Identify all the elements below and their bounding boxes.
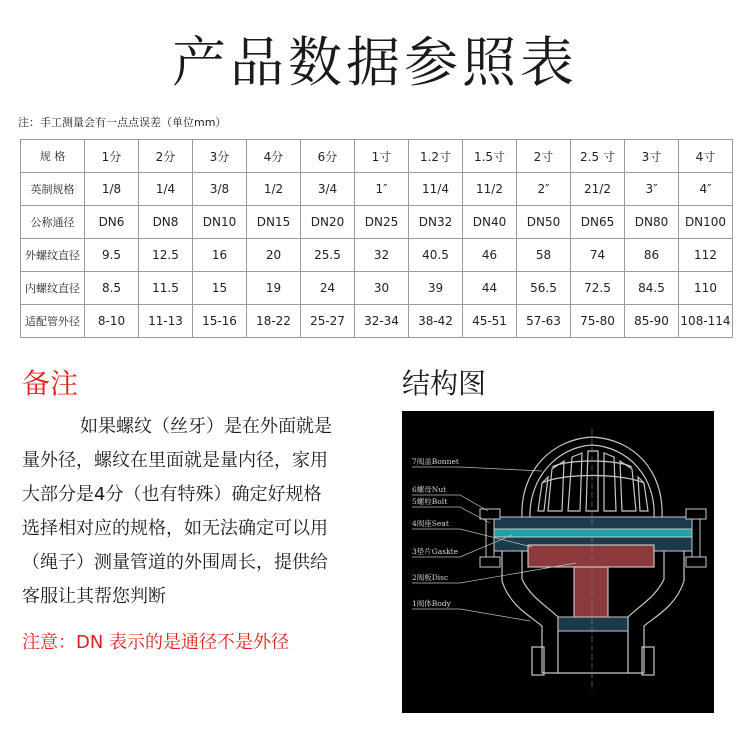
label-gasket: 3垫片Gaskte	[412, 547, 459, 556]
valve-drawing	[402, 411, 714, 713]
table-cell: 39	[409, 272, 463, 305]
dn-warning: 注意：DN 表示的是通径不是外径	[22, 632, 290, 653]
table-cell: 3/8	[193, 173, 247, 206]
table-cell: 11/4	[409, 173, 463, 206]
table-cell: 38-42	[409, 305, 463, 338]
remark-line: 如果螺纹（丝牙）是在外面就是	[80, 416, 332, 437]
table-cell: 4″	[679, 173, 733, 206]
table-cell: 3分	[193, 140, 247, 173]
table-cell: 85-90	[625, 305, 679, 338]
table-cell: 25-27	[301, 305, 355, 338]
table-cell: 84.5	[625, 272, 679, 305]
table-cell: 1寸	[355, 140, 409, 173]
table-cell: DN32	[409, 206, 463, 239]
table-cell: 74	[571, 239, 625, 272]
table-cell: 16	[193, 239, 247, 272]
part-labels	[412, 456, 459, 608]
remarks-text	[22, 410, 372, 614]
table-cell: 1″	[355, 173, 409, 206]
table-cell: 1.2寸	[409, 140, 463, 173]
table-cell: 12.5	[139, 239, 193, 272]
row-header: 内螺纹直径	[21, 272, 85, 305]
table-row	[21, 173, 733, 206]
seat	[558, 617, 628, 631]
table-cell: 4分	[247, 140, 301, 173]
row-header: 外螺纹直径	[21, 239, 85, 272]
table-cell: 1/4	[139, 173, 193, 206]
remark-line: （绳子）测量管道的外围周长，提供给	[22, 552, 328, 573]
remark-line: 量外径，螺纹在里面就是量内径，家用	[22, 450, 328, 471]
row-header: 规 格	[21, 140, 85, 173]
label-seat: 4阀座Seat	[412, 519, 449, 528]
table-cell: 56.5	[517, 272, 571, 305]
table-cell: 1分	[85, 140, 139, 173]
table-cell: 20	[247, 239, 301, 272]
table-cell: DN20	[301, 206, 355, 239]
row-header: 英制规格	[21, 173, 85, 206]
table-cell: 108-114	[679, 305, 733, 338]
table-cell: DN8	[139, 206, 193, 239]
table-row	[21, 140, 733, 173]
table-cell: 32	[355, 239, 409, 272]
table-cell: 18-22	[247, 305, 301, 338]
table-cell: 24	[301, 272, 355, 305]
table-cell: 4寸	[679, 140, 733, 173]
table-cell: 2″	[517, 173, 571, 206]
table-cell: DN25	[355, 206, 409, 239]
label-nut: 6螺母Nut	[412, 485, 447, 494]
table-cell: 44	[463, 272, 517, 305]
table-cell: DN50	[517, 206, 571, 239]
table-cell: 57-63	[517, 305, 571, 338]
table-cell: 3寸	[625, 140, 679, 173]
table-cell: 32-34	[355, 305, 409, 338]
table-cell: DN15	[247, 206, 301, 239]
spec-table	[20, 139, 733, 338]
label-disc: 2阀板Disc	[412, 573, 449, 582]
table-cell: 2分	[139, 140, 193, 173]
table-cell: 40.5	[409, 239, 463, 272]
table-cell: 6分	[301, 140, 355, 173]
table-cell: 9.5	[85, 239, 139, 272]
remark-line: 大部分是4分（也有特殊）确定好规格	[22, 484, 322, 505]
table-row	[21, 239, 733, 272]
label-bonnet: 7阀盖Bonnet	[412, 457, 459, 466]
valve-structure-diagram	[402, 411, 714, 713]
table-cell: 1/2	[247, 173, 301, 206]
table-cell: 86	[625, 239, 679, 272]
table-cell: DN100	[679, 206, 733, 239]
table-cell: 1.5寸	[463, 140, 517, 173]
label-bolt: 5螺栓Bolt	[412, 497, 448, 506]
remark-line: 客服让其帮您判断	[22, 586, 166, 607]
table-cell: 15-16	[193, 305, 247, 338]
table-cell: 1/8	[85, 173, 139, 206]
table-cell: 3″	[625, 173, 679, 206]
table-row	[21, 206, 733, 239]
gasket	[486, 529, 700, 537]
table-cell: 2.5 寸	[571, 140, 625, 173]
table-cell: DN40	[463, 206, 517, 239]
table-cell: 72.5	[571, 272, 625, 305]
table-cell: 8-10	[85, 305, 139, 338]
table-cell: 45-51	[463, 305, 517, 338]
table-cell: DN10	[193, 206, 247, 239]
table-cell: 75-80	[571, 305, 625, 338]
row-header: 适配管外径	[21, 305, 85, 338]
table-cell: 110	[679, 272, 733, 305]
table-cell: 58	[517, 239, 571, 272]
table-cell: 11-13	[139, 305, 193, 338]
table-row	[21, 305, 733, 338]
upper-flange	[486, 517, 700, 529]
table-cell: 46	[463, 239, 517, 272]
row-header: 公称通径	[21, 206, 85, 239]
table-row	[21, 272, 733, 305]
label-body: 1阀体Body	[412, 599, 451, 608]
page-title: 产品数据参照表	[172, 31, 578, 94]
table-cell: DN65	[571, 206, 625, 239]
measurement-note: 注：手工测量会有一点点误差（单位mm）	[18, 116, 227, 129]
table-cell: DN80	[625, 206, 679, 239]
table-cell: 30	[355, 272, 409, 305]
table-cell: 8.5	[85, 272, 139, 305]
remark-line: 选择相对应的规格，如无法确定可以用	[22, 518, 328, 539]
table-cell: 19	[247, 272, 301, 305]
table-cell: 112	[679, 239, 733, 272]
table-cell: 11/2	[463, 173, 517, 206]
table-cell: 2寸	[517, 140, 571, 173]
structure-heading: 结构图	[402, 367, 487, 400]
remarks-heading: 备注	[22, 367, 79, 400]
disc	[528, 545, 654, 567]
table-cell: DN6	[85, 206, 139, 239]
table-cell: 3/4	[301, 173, 355, 206]
table-cell: 25.5	[301, 239, 355, 272]
table-cell: 11.5	[139, 272, 193, 305]
table-cell: 15	[193, 272, 247, 305]
table-cell: 21/2	[571, 173, 625, 206]
